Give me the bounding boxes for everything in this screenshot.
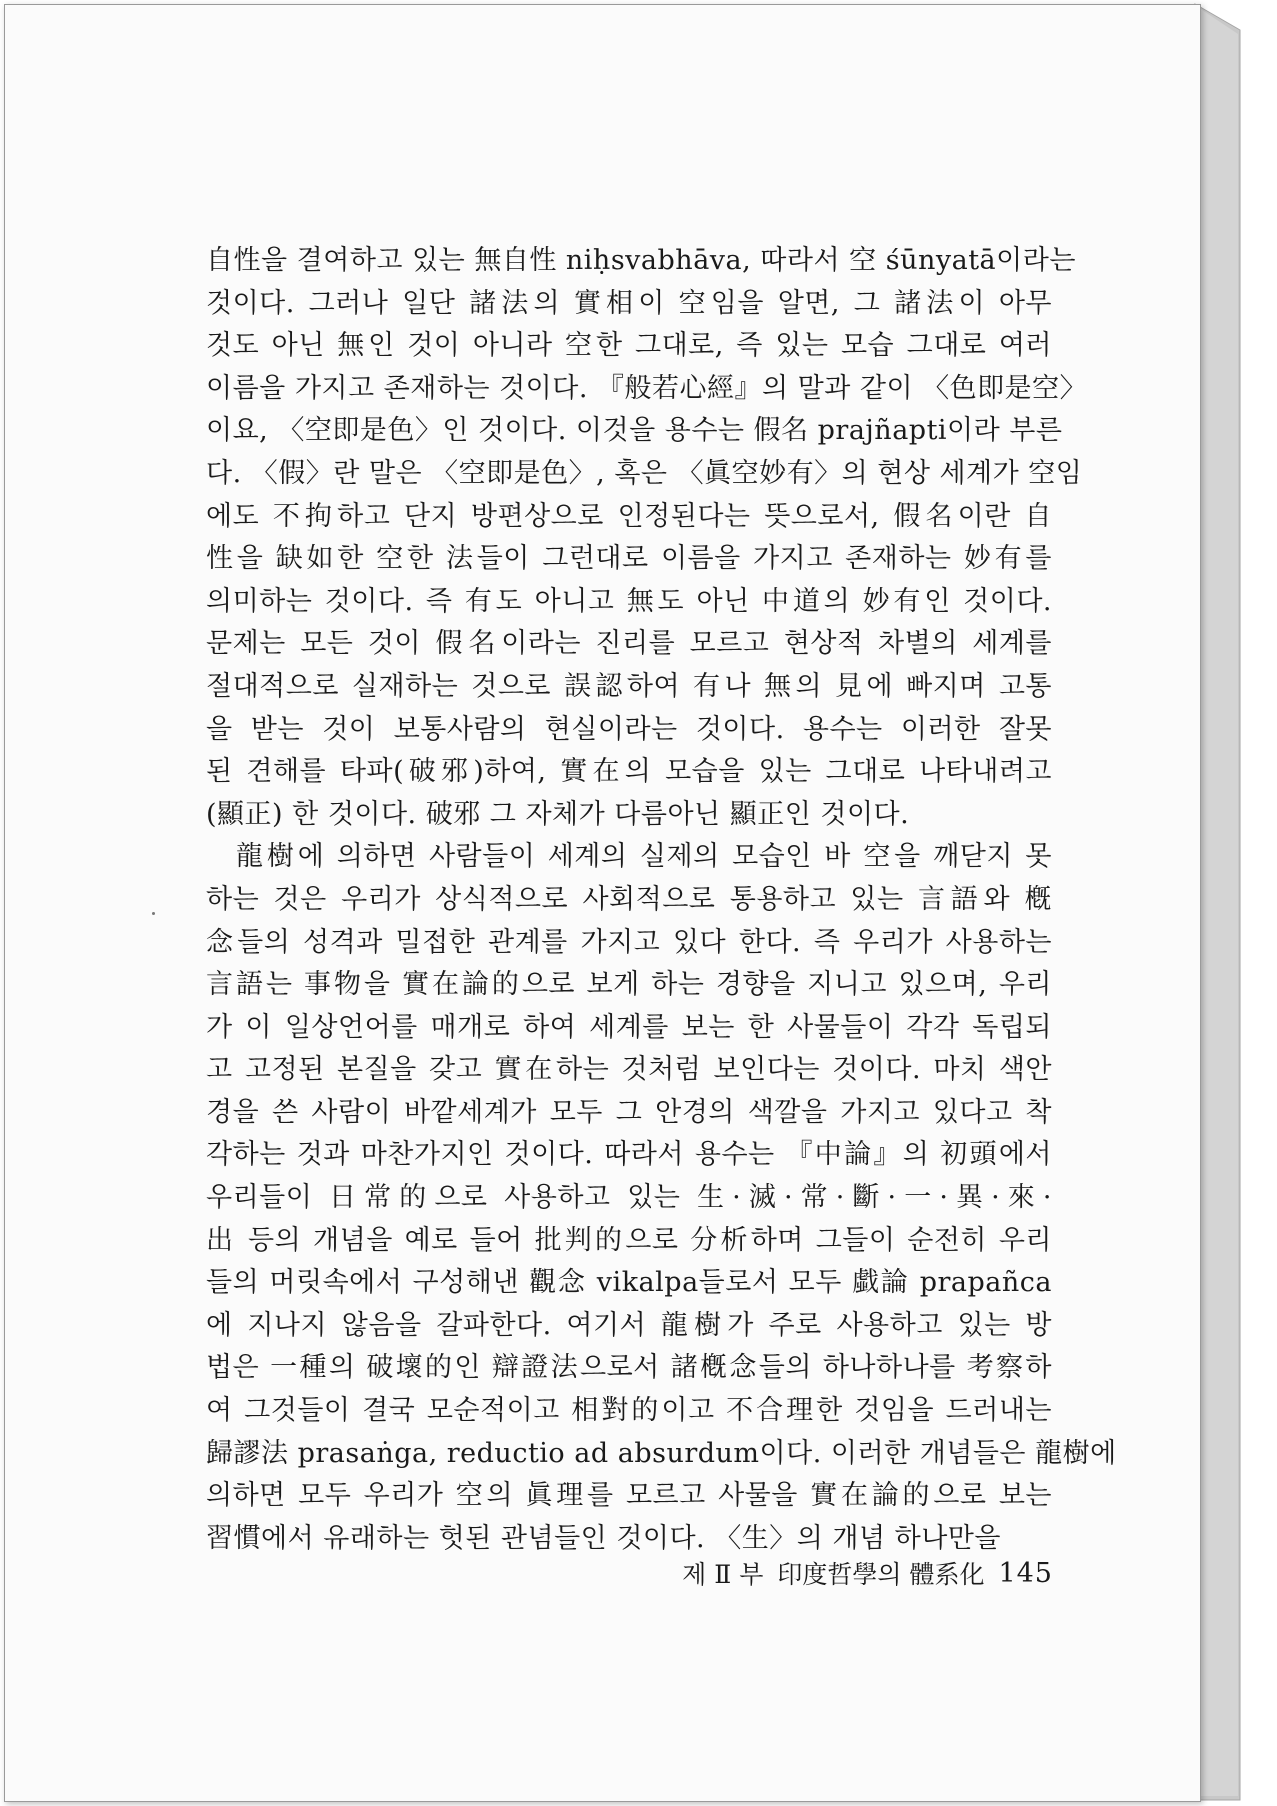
text-line: 의하면 모두 우리가 空의 眞理를 모르고 사물을 實在論的으로 보는: [206, 1480, 1052, 1512]
page-footer: [668, 1553, 1053, 1593]
text-line: 여 그것들이 결국 모순적이고 相對的이고 不合理한 것임을 드러내는: [206, 1395, 1052, 1427]
text-line: (顯正) 한 것이다. 破邪 그 자체가 다름아닌 顯正인 것이다.: [206, 798, 910, 830]
text-line: 다. 〈假〉란 말은 〈空即是色〉, 혹은 〈眞空妙有〉의 현상 세계가 空임: [206, 457, 1083, 489]
text-line: 習慣에서 유래하는 헛된 관념들인 것이다. 〈生〉의 개념 하나만을: [206, 1522, 1001, 1554]
footer-part-label: 제 Ⅱ 부: [682, 1560, 764, 1589]
text-line: 것도 아닌 無인 것이 아니라 空한 그대로, 즉 있는 모습 그대로 여러: [206, 330, 1052, 362]
text-line: 된 견해를 타파(破邪)하여, 實在의 모습을 있는 그대로 나타내려고: [206, 756, 1052, 788]
text-line: 가 이 일상언어를 매개로 하여 세계를 보는 한 사물들이 각각 독립되: [206, 1011, 1052, 1043]
text-line: 歸謬法 prasaṅga, reductio ad absurdum이다. 이러한 개념들은 龍樹에: [206, 1437, 1117, 1469]
text-line: 에 지나지 않음을 갈파한다. 여기서 龍樹가 주로 사용하고 있는 방: [206, 1309, 1052, 1341]
text-line: 절대적으로 실재하는 것으로 誤認하여 有나 無의 見에 빠지며 고통: [206, 670, 1052, 702]
text-line: 自性을 결여하고 있는 無自性 niḥsvabhāva, 따라서 空 śūnyatā이라는: [206, 245, 1076, 276]
text-line: 이요, 〈空即是色〉인 것이다. 이것을 용수는 假名 prajñapti이라 부른: [206, 415, 1063, 447]
body-text: [206, 240, 1117, 1560]
text-line: 出 등의 개념을 예로 들어 批判的으로 分析하며 그들이 순전히 우리: [206, 1224, 1052, 1256]
text-line: 우리들이 日常的으로 사용하고 있는 生·滅·常·斷·一·異·來·: [206, 1182, 1052, 1214]
text-line: 고 고정된 본질을 갖고 實在하는 것처럼 보인다는 것이다. 마치 색안: [206, 1054, 1052, 1086]
page-number: 145: [998, 1557, 1053, 1589]
text-line: 이름을 가지고 존재하는 것이다. 『般若心經』의 말과 같이 〈色即是空〉: [206, 372, 1088, 404]
text-line: 들의 머릿속에서 구성해낸 觀念 vikalpa들로서 모두 戱論 prapañca: [206, 1267, 1052, 1299]
text-line: 을 받는 것이 보통사람의 현실이라는 것이다. 용수는 이러한 잘못: [206, 713, 1052, 745]
scan-speck: [152, 912, 155, 915]
footer-running-title: 印度哲學의 體系化: [777, 1560, 985, 1589]
text-line: 경을 쓴 사람이 바깥세계가 모두 그 안경의 색깔을 가지고 있다고 착: [206, 1096, 1052, 1128]
text-line: 법은 一種의 破壞的인 辯證法으로서 諸槪念들의 하나하나를 考察하: [206, 1352, 1052, 1384]
text-line: 의미하는 것이다. 즉 有도 아니고 無도 아닌 中道의 妙有인 것이다.: [206, 585, 1052, 617]
text-line: 에도 不拘하고 단지 방편상으로 인정된다는 뜻으로서, 假名이란 自: [206, 500, 1052, 532]
text-line: 言語는 事物을 實在論的으로 보게 하는 경향을 지니고 있으며, 우리: [206, 969, 1052, 1001]
text-line: 性을 缺如한 空한 法들이 그런대로 이름을 가지고 존재하는 妙有를: [206, 543, 1052, 575]
text-line: 각하는 것과 마찬가지인 것이다. 따라서 용수는 『中論』의 初頭에서: [206, 1139, 1052, 1171]
text-line: 龍樹에 의하면 사람들이 세계의 실제의 모습인 바 空을 깨닫지 못: [236, 841, 1052, 873]
text-line: 念들의 성격과 밀접한 관계를 가지고 있다 한다. 즉 우리가 사용하는: [206, 926, 1052, 958]
text-line: 문제는 모든 것이 假名이라는 진리를 모르고 현상적 차별의 세계를: [206, 628, 1052, 660]
text-line: 하는 것은 우리가 상식적으로 사회적으로 통용하고 있는 言語와 槪: [206, 883, 1052, 915]
text-line: 것이다. 그러나 일단 諸法의 實相이 空임을 알면, 그 諸法이 아무: [206, 287, 1052, 319]
